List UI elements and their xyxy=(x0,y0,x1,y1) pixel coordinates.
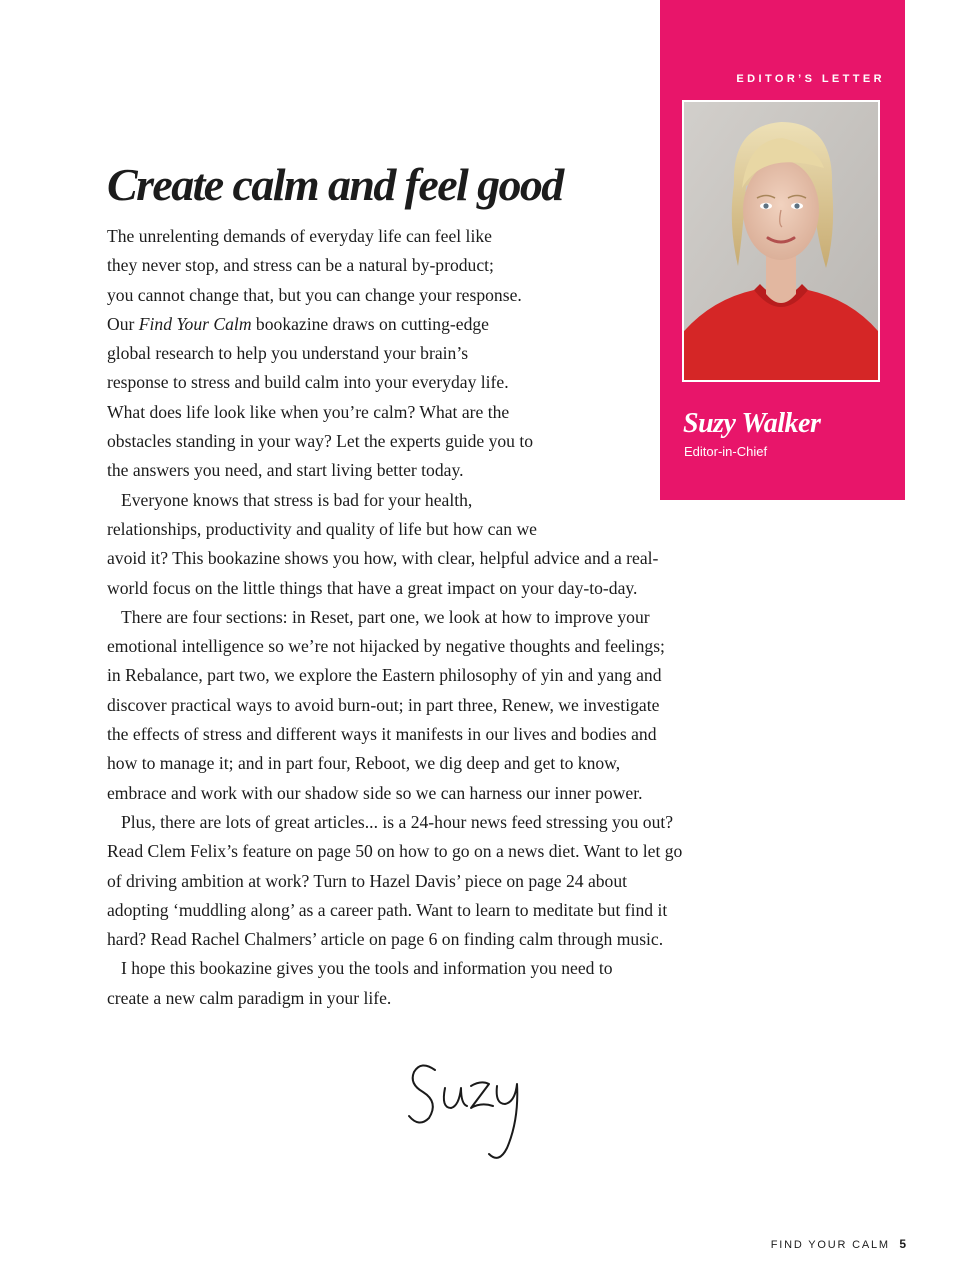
page-footer xyxy=(771,1235,906,1253)
bookazine-title: Find Your Calm xyxy=(138,313,252,334)
editor-name: Suzy Walker xyxy=(683,408,821,439)
editor-role: Editor-in-Chief xyxy=(684,444,768,459)
body-line: The unrelenting demands of everyday life can feel like xyxy=(107,226,492,246)
body-line: embrace and work with our shadow side so we can harness our inner power. xyxy=(107,782,643,803)
body-line: Plus, there are lots of great articles... is a 24-hour news feed stressing you out? xyxy=(121,811,674,832)
body-line: hard? Read Rachel Chalmers’ article on page 6 on finding calm through music. xyxy=(107,929,664,950)
body-line: discover practical ways to avoid burn-out; in part three, Renew, we investigate xyxy=(107,694,660,715)
body-line: the effects of stress and different ways it manifests in our lives and bodies and xyxy=(107,724,657,745)
body-text-run: bookazine draws on cutting-edge xyxy=(251,313,489,334)
body-line: create a new calm paradigm in your life. xyxy=(107,987,392,1008)
body-line: in Rebalance, part two, we explore the Eastern philosophy of yin and yang and xyxy=(107,665,662,686)
body-line: What does life look like when you’re calm? What are the xyxy=(107,401,510,422)
body-line: how to manage it; and in part four, Reboot, we dig deep and get to know, xyxy=(107,753,621,774)
body-line: global research to help you understand your brain’s xyxy=(107,343,469,364)
body-line: the answers you need, and start living better today. xyxy=(107,460,464,481)
body-line: avoid it? This bookazine shows you how, with clear, helpful advice and a real- xyxy=(107,548,659,569)
paragraph-closing xyxy=(107,954,797,1013)
body-line: I hope this bookazine gives you the tools and information you need to xyxy=(121,958,613,979)
body-line: Read Clem Felix’s feature on page 50 on how to go on a news diet. Want to let go xyxy=(107,841,683,862)
letter-body xyxy=(107,222,797,1013)
publication-name: FIND YOUR CALM xyxy=(770,1239,890,1251)
paragraph-stress xyxy=(107,486,797,603)
page-number: 5 xyxy=(899,1237,906,1251)
body-line: relationships, productivity and quality of life but how can we xyxy=(107,518,537,539)
body-line: you cannot change that, but you can change your response. xyxy=(107,284,522,305)
body-line: Everyone knows that stress is bad for your health, xyxy=(121,489,473,510)
body-line: response to stress and build calm into your everyday life. xyxy=(107,372,509,393)
body-line: world focus on the little things that have a great impact on your day-to-day. xyxy=(107,577,638,598)
paragraph-intro xyxy=(107,222,797,486)
section-label: EDITOR’S LETTER xyxy=(736,73,885,85)
body-text-run: Our xyxy=(107,313,139,334)
body-line: adopting ‘muddling along’ as a career path. Want to learn to meditate but find it xyxy=(107,899,668,920)
body-line: they never stop, and stress can be a natural by-product; xyxy=(107,255,494,276)
body-line: There are four sections: in Reset, part one, we look at how to improve your xyxy=(121,606,650,627)
body-line: obstacles standing in your way? Let the experts guide you to xyxy=(107,431,534,452)
body-line-with-title xyxy=(107,310,797,339)
body-line: emotional intelligence so we’re not hijacked by negative thoughts and feelings; xyxy=(107,636,665,657)
paragraph-sections xyxy=(107,603,797,808)
page-title: Create calm and feel good xyxy=(107,159,563,210)
body-line: of driving ambition at work? Turn to Hazel Davis’ piece on page 24 about xyxy=(107,870,628,891)
handwritten-signature xyxy=(405,1058,545,1168)
paragraph-articles xyxy=(107,808,797,954)
